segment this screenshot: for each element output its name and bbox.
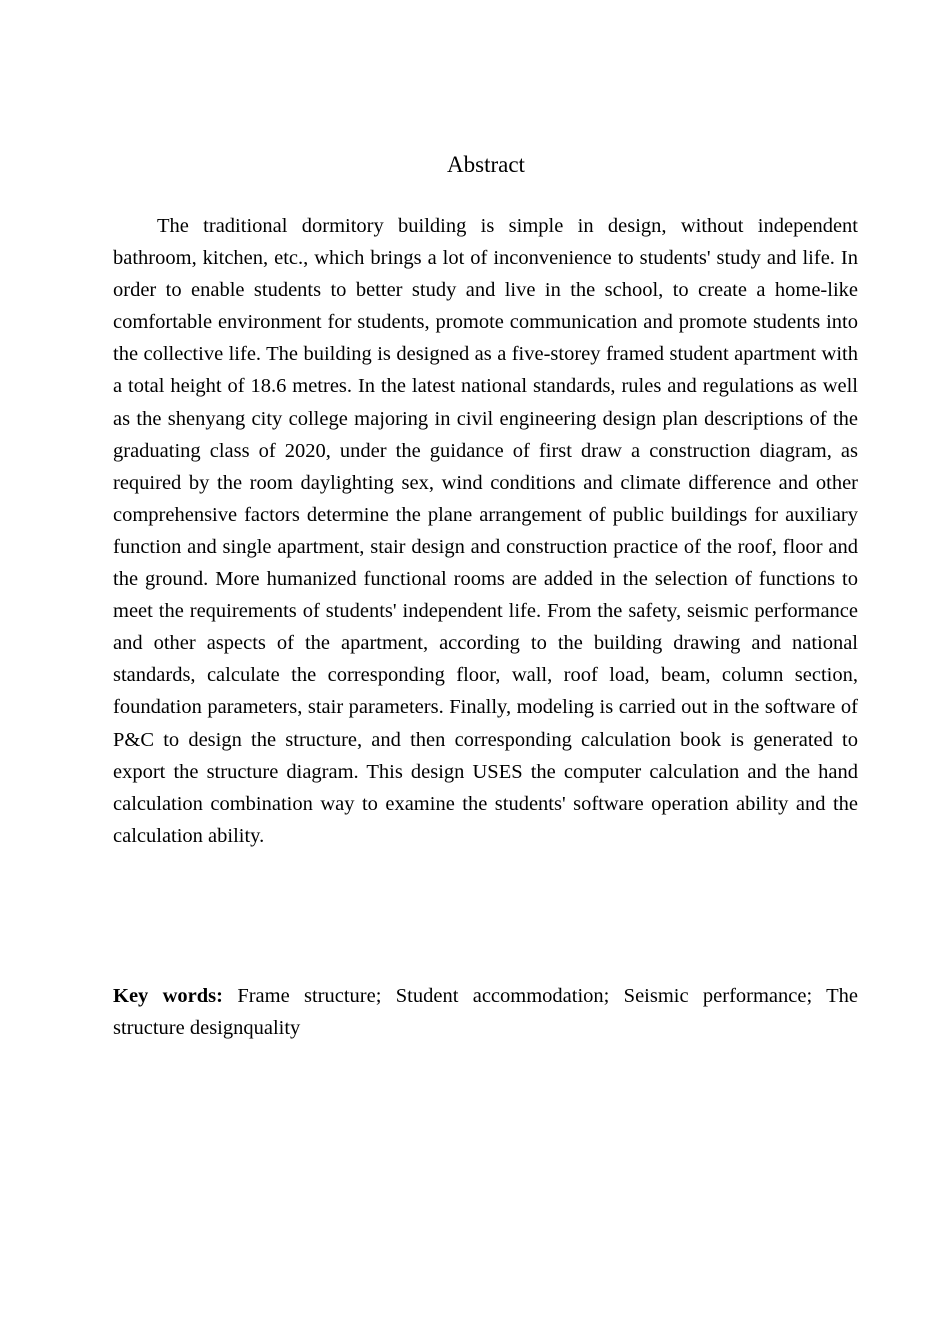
abstract-title: Abstract (447, 152, 525, 177)
abstract-paragraph: The traditional dormitory building is simple in design, without independent bathroom, kitchen, etc., which brings a lot of inconvenience to students' study and life. In order to enable students to better study and live in the school, to create a home-like comfortable environment for students, promote communication and promote students into the collective life. The building is designed as a five-storey framed student apartment with a total height of 18.6 metres. In the latest national standards, rules and regulations as well as the shenyang city college majoring in civil engineering design plan descriptions of the graduating class of 2020, under the guidance of first draw a construction diagram, as required by the room daylighting sex, wind conditions and climate difference and other comprehensive factors determine the plane arrangement of public buildings for auxiliary function and single apartment, stair design and construction practice of the roof, floor and the ground. More humanized functional rooms are added in the selection of functions to meet the requirements of students' independent life. From the safety, seismic performance and other aspects of the apartment, according to the building drawing and national standards, calculate the corresponding floor, wall, roof load, beam, column section, foundation parameters, stair parameters. Finally, modeling is carried out in the software of P&C to design the structure, and then corresponding calculation book is generated to export the structure diagram. This design USES the computer calculation and the hand calculation combination way to examine the students' software operation ability and the calculation ability. (113, 215, 858, 847)
keywords-label: Key words: (113, 985, 223, 1007)
keywords-text: Frame structure; Student accommodation; Seismic performance; The structure designquality (113, 985, 859, 1040)
keywords-line (113, 980, 858, 1044)
